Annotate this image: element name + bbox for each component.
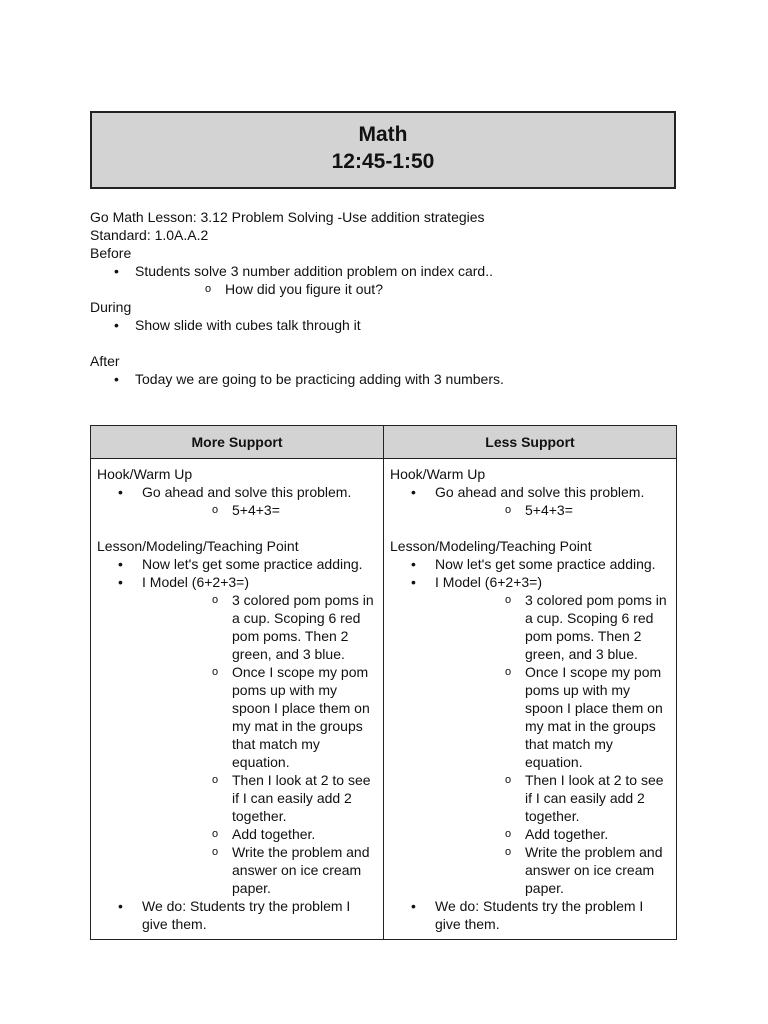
standard-line: Standard: 1.0A.A.2 [90, 227, 209, 243]
less-support-cell [384, 459, 677, 940]
list-item: • We do: Students try the problem I give them. [97, 897, 377, 933]
list-item: o 3 colored pom poms in a cup. Scoping 6 red pom poms. Then 2 green, and 3 blue. [435, 591, 670, 663]
lesson-label: Lesson/Modeling/Teaching Point [97, 538, 299, 554]
list-item: • I Model (6+2+3=) o 3 colored pom poms in a cup. Scoping 6 red pom poms. Then 2 green, and 3 blue. o Once I scope my pom poms up with my spoon I place them on my mat in the groups that match my equation. o Then I look at 2 to see if I can easily add 2 together. o Add together. o Write the problem and answer on ice cream paper. [390, 573, 670, 897]
list-item: o How did you figure it out? [135, 280, 690, 298]
support-table [90, 425, 677, 940]
lesson-line: Go Math Lesson: 3.12 Problem Solving -Use addition strategies [90, 209, 485, 225]
page-header [90, 111, 676, 189]
list-item: • Now let's get some practice adding. [390, 555, 670, 573]
list-item: • Show slide with cubes talk through it [90, 316, 690, 334]
list-item: o Write the problem and answer on ice cream paper. [435, 843, 670, 897]
before-label: Before [90, 245, 132, 261]
before-list [90, 262, 690, 298]
time-range: 12:45-1:50 [331, 150, 435, 173]
hook-label: Hook/Warm Up [97, 466, 193, 482]
list-item: o 3 colored pom poms in a cup. Scoping 6 red pom poms. Then 2 green, and 3 blue. [142, 591, 377, 663]
list-item: • Today we are going to be practicing adding with 3 numbers. [90, 370, 690, 388]
hook-label: Hook/Warm Up [390, 466, 486, 482]
list-item: o Once I scope my pom poms up with my spoon I place them on my mat in the groups that match my equation. [142, 663, 377, 771]
list-item: • We do: Students try the problem I give them. [390, 897, 670, 933]
after-label: After [90, 353, 120, 369]
subject-title: Math [358, 123, 408, 146]
more-support-cell [91, 459, 384, 940]
list-item: o Once I scope my pom poms up with my spoon I place them on my mat in the groups that match my equation. [435, 663, 670, 771]
lesson-label: Lesson/Modeling/Teaching Point [390, 538, 592, 554]
column-header-more-support: More Support [91, 426, 384, 459]
after-list [90, 370, 690, 388]
during-label: During [90, 299, 132, 315]
lesson-intro [90, 208, 690, 388]
column-header-less-support: Less Support [384, 426, 677, 459]
list-item: o Then I look at 2 to see if I can easily add 2 together. [435, 771, 670, 825]
list-item: • Go ahead and solve this problem. o 5+4+3= [390, 483, 670, 519]
list-item: o Write the problem and answer on ice cream paper. [142, 843, 377, 897]
list-item: o 5+4+3= [142, 501, 377, 519]
list-item: o Then I look at 2 to see if I can easily add 2 together. [142, 771, 377, 825]
list-item: • I Model (6+2+3=) o 3 colored pom poms in a cup. Scoping 6 red pom poms. Then 2 green, and 3 blue. o Once I scope my pom poms up with my spoon I place them on my mat in the groups that match my equation. o Then I look at 2 to see if I can easily add 2 together. o Add together. o Write the problem and answer on ice cream paper. [97, 573, 377, 897]
list-item: o Add together. [142, 825, 377, 843]
list-item: • Go ahead and solve this problem. o 5+4+3= [97, 483, 377, 519]
list-item: o 5+4+3= [435, 501, 670, 519]
during-list [90, 316, 690, 334]
list-item: • Now let's get some practice adding. [97, 555, 377, 573]
list-item: o Add together. [435, 825, 670, 843]
list-item: • Students solve 3 number addition problem on index card.. o How did you figure it out? [90, 262, 690, 298]
